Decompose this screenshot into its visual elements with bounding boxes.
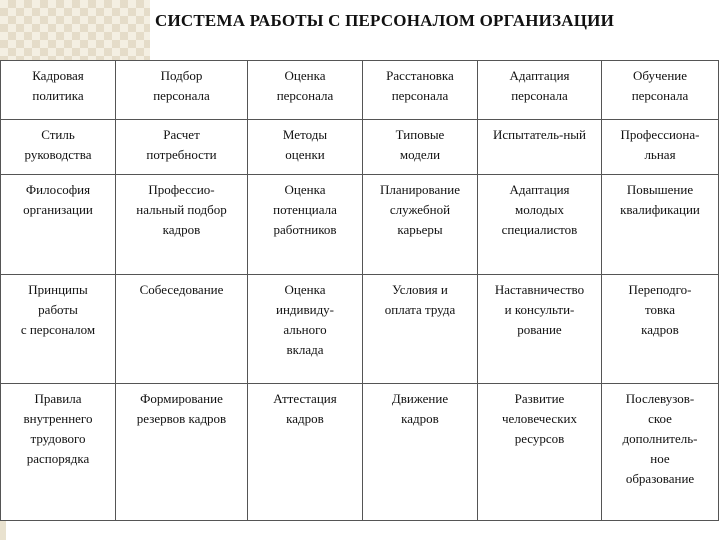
table-cell: Движение кадров — [363, 384, 478, 521]
table-cell: Адаптация персонала — [478, 61, 602, 120]
table-row — [1, 120, 719, 175]
table-cell: Повышение квалификации — [602, 175, 719, 275]
table-cell: Условия и оплата труда — [363, 275, 478, 384]
table-cell: Наставничество и консульти- рование — [478, 275, 602, 384]
table-cell: Расчет потребности — [116, 120, 248, 175]
table-cell: Философия организации — [1, 175, 116, 275]
table-cell: Профессио- нальный подбор кадров — [116, 175, 248, 275]
table-cell: Испытатель-ный — [478, 120, 602, 175]
table-cell: Правила внутреннего трудового распорядка — [1, 384, 116, 521]
table-row — [1, 384, 719, 521]
table-cell: Оценка персонала — [248, 61, 363, 120]
table-cell: Подбор персонала — [116, 61, 248, 120]
table-cell: Методы оценки — [248, 120, 363, 175]
table-cell: Переподго- товка кадров — [602, 275, 719, 384]
slide-corner-pattern — [0, 0, 150, 62]
table-cell: Стиль руководства — [1, 120, 116, 175]
table-cell: Оценка индивиду- ального вклада — [248, 275, 363, 384]
table-cell: Расстановка персонала — [363, 61, 478, 120]
table-cell: Обучение персонала — [602, 61, 719, 120]
table-row — [1, 61, 719, 120]
table-cell: Планирование служебной карьеры — [363, 175, 478, 275]
table-cell: Адаптация молодых специалистов — [478, 175, 602, 275]
page-title: СИСТЕМА РАБОТЫ С ПЕРСОНАЛОМ ОРГАНИЗАЦИИ — [155, 11, 615, 30]
table-cell: Формирование резервов кадров — [116, 384, 248, 521]
table-cell: Собеседование — [116, 275, 248, 384]
table-cell: Профессиона- льная — [602, 120, 719, 175]
table-cell: Развитие человеческих ресурсов — [478, 384, 602, 521]
table-cell: Принципы работы с персоналом — [1, 275, 116, 384]
table-cell: Типовые модели — [363, 120, 478, 175]
table-cell: Аттестация кадров — [248, 384, 363, 521]
table-cell: Оценка потенциала работников — [248, 175, 363, 275]
table-cell: Кадровая политика — [1, 61, 116, 120]
table-row — [1, 275, 719, 384]
personnel-system-table — [0, 60, 719, 521]
table-cell: Послевузов- ское дополнитель- ное образование — [602, 384, 719, 521]
table-row — [1, 175, 719, 275]
